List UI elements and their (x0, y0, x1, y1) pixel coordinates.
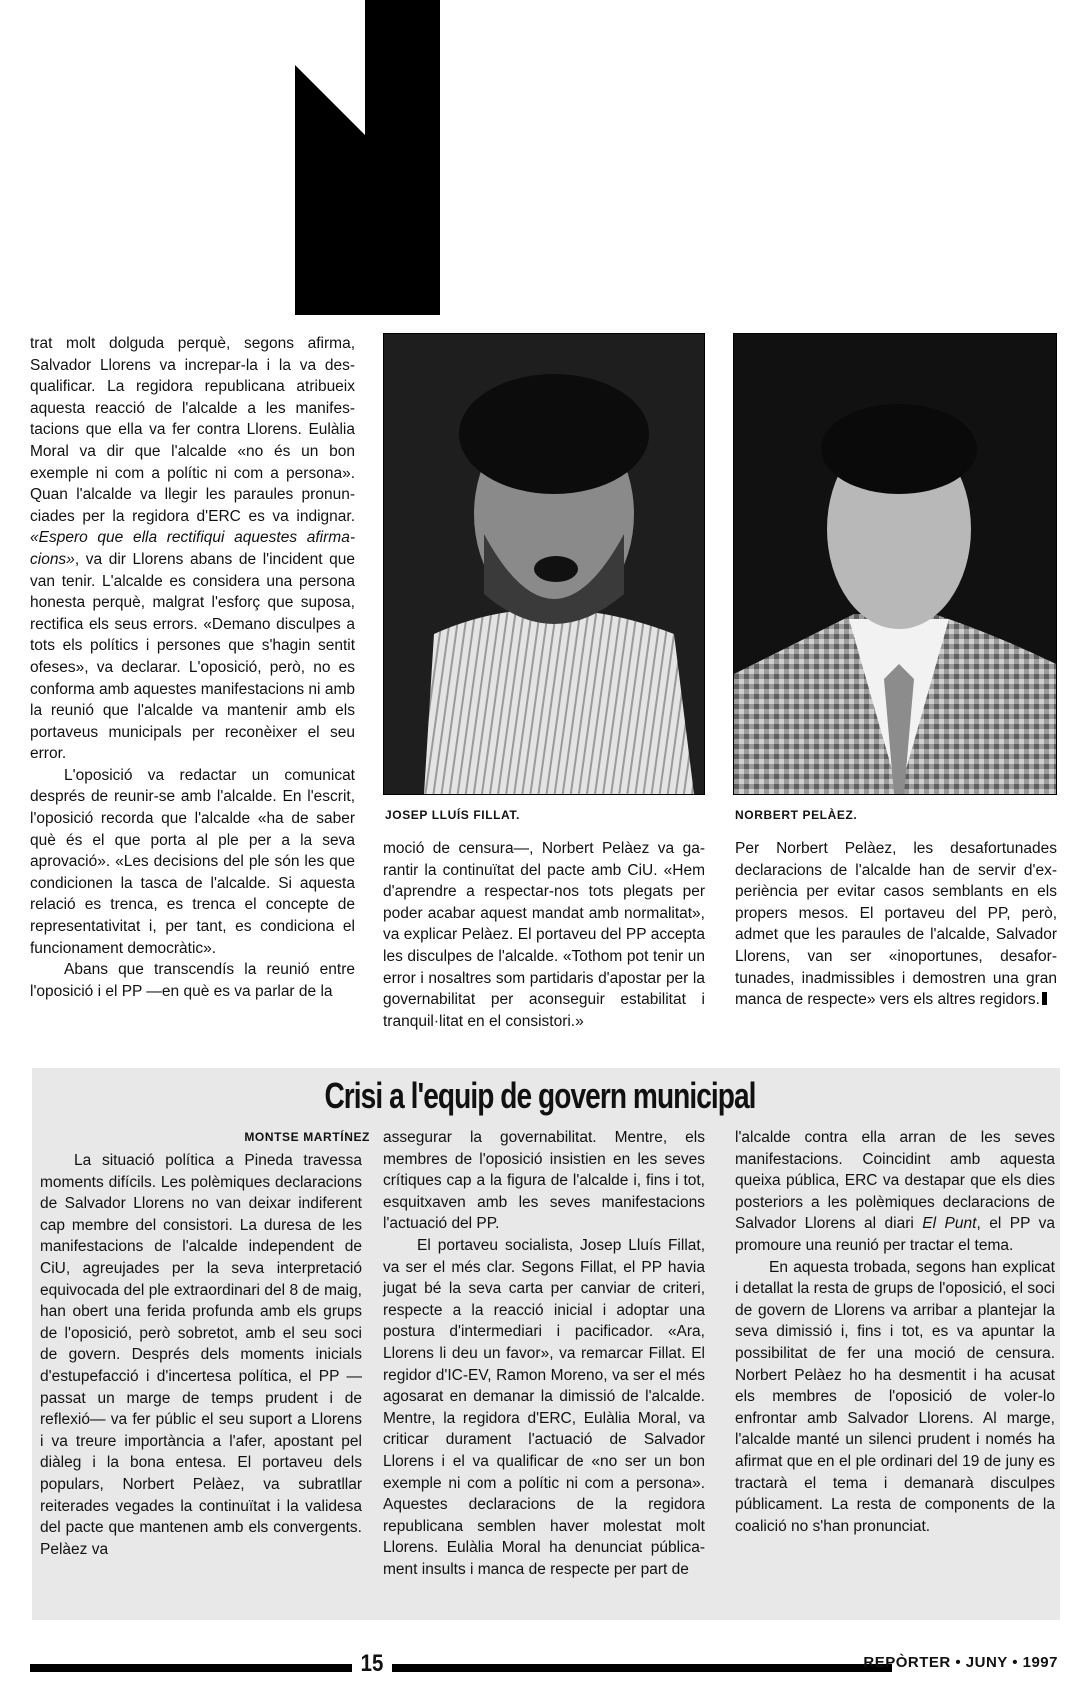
page-number: 15 (360, 1650, 384, 1677)
photo-caption: JOSEP LLUÍS FILLAT. (385, 808, 520, 822)
sidebar-column-3 (735, 1127, 1055, 1537)
footer-publication-label: REPÒRTER • JUNY • 1997 (863, 1654, 1058, 1671)
photo-caption: NORBERT PELÀEZ. (735, 808, 858, 822)
article-paragraph: L'oposició va redactar un comunicat després de reunir-se amb l'alcalde. En l'escrit, l'oposició recorda que l'alcalde «ha de saber què és el que porta al ple per a la seva aprovació». «Les decisions del ple són les que condicionen la tasca de l'alcalde. Si aquesta relació es trenca, es trenca el concepte de representativitat i, per tant, es condiciona el funcionament democràtic». (30, 766, 355, 957)
end-of-article-mark (1042, 992, 1047, 1005)
article-paragraph: Per Norbert Pelàez, les desafortunades declaracions de l'alcalde han de servir d'experiència per evitar casos semblants en els propers mesos. El portaveu del PP, però, admet que les paraules de l'alcalde, Salvador Llorens, van ser «inoportunes, desafortunades, inadmissibles i demostren una gran manca de respecte» vers els altres regidors. (735, 840, 1057, 1009)
sidebar-column-2 (383, 1127, 705, 1580)
portrait-photo-icon (734, 334, 1056, 794)
photo-norbert-pelaez (733, 333, 1057, 795)
section-logo-icon (295, 0, 440, 315)
article-column-1 (30, 333, 355, 1002)
sidebar-paragraph: El portaveu socialista, Josep Lluís Fillat, va ser el més clar. Segons Fillat, el PP havia jugat bé la seva carta per canviar de criteri, respecte a la reacció inicial i adoptar una postura d'intermediari i pacificador. «Ara, Llorens li deu un favor», va remarcar Fillat. El regidor d'IC-EV, Ramon Moreno, va ser el més agosarat en demanar la dimissió de l'alcalde. Mentre, la regidora d'ERC, Eulàlia Moral, va criticar durament l'actuació de Salvador Llorens i el va qualificar de «no ser un bon exemple ni com a polític ni com a persona». Aquestes declaracions de la regidora republicana semblen haver molestat molt Llorens. Eulàlia Moral ha denunciat públicament insults i manca de respecte per part de (383, 1236, 705, 1578)
portrait-photo-icon (384, 334, 704, 794)
photo-josep-lluis-fillat (383, 333, 705, 795)
italic-quote: «Espero que ella rectifiqui aquestes afirmacions» (30, 529, 355, 568)
article-paragraph: trat molt dolguda perquè, segons afirma, Salvador Llorens va increpar-la i la va desqualificar. La regidora republicana atribueix aquesta reacció de l'alcalde a les manifestacions que ella va fer contra Llorens. Eulàlia Moral va dir que l'alcalde «no és un bon exemple ni com a polític ni com a persona». Quan l'alcalde va llegir les paraules pronunciades per la regidora d'ERC es va indignar. «Espero que ella rectifiqui aquestes afirmacions», va dir Llorens abans de l'incident que van tenir. L'alcalde es considera una persona honesta perquè, malgrat l'esforç que suposa, rectifica els seus errors. «Demano disculpes a tots els polítics i persones que s'hagin sentit ofeses», va declarar. L'oposició, però, no es conforma amb aquestes manifestacions ni amb la reunió que l'alcalde va mantenir amb els portaveus municipals per reconèixer el seu error. (30, 335, 355, 763)
sidebar-column-1 (40, 1150, 362, 1560)
article-paragraph: moció de censura—, Norbert Pelàez va garantir la continuïtat del pacte amb CiU. «Hem d'aprendre a respectar-nos tots plegats per poder acabar aquest mandat amb normalitat», va explicar Pelàez. El portaveu del PP accepta les disculpes de l'alcalde. «Tothom pot tenir un error i nosaltres som partidaris d'apostar per la governabilitat per aconseguir estabilitat i tranquil·litat en el consistori.» (383, 840, 705, 1030)
newspaper-name: El Punt (922, 1215, 977, 1233)
sidebar-paragraph: l'alcalde contra ella arran de les seves manifestacions. Coincidint amb aquesta queixa pública, ERC va destapar que els dies posteriors a les polèmiques declaracions de Salvador Llorens al diari El Punt, el PP va promoure una reunió per tractar el tema. (735, 1129, 1056, 1254)
sidebar-byline: MONTSE MARTÍNEZ (244, 1130, 370, 1144)
sidebar-paragraph: En aquesta trobada, segons han explicat i detallat la resta de grups de l'oposició, el soci de govern de Llorens va arribar a plantejar la seva dimissió i, fins i tot, es va apuntar la possibilitat de fer una moció de censura. Norbert Pelàez ho ha desmentit i ha acusat els membres de l'oposició de voler-lo enfrontar amb Salvador Llorens. Al marge, l'alcalde manté un silenci prudent i només ha afirmat que en el ple ordinari del 19 de juny es tractarà el tema i demanarà disculpes públicament. La resta de components de la coalició no s'han pronunciat. (735, 1258, 1055, 1535)
article-paragraph: Abans que transcendís la reunió entre l'oposició i el PP —en què es va parlar de la (30, 961, 355, 1000)
sidebar-paragraph: assegurar la governabilitat. Mentre, els membres de l'oposició insistien en les seves crítiques cap a la figura de l'alcalde i, fins i tot, esquitxaven amb les seves manifestacions l'actuació del PP. (383, 1129, 705, 1233)
sidebar-paragraph: La situació política a Pineda travessa moments difícils. Les polèmiques declaracions de Salvador Llorens no van deixar indiferent cap membre del consistori. La duresa de les manifestacions de l'alcalde independent de CiU, agreujades per la seva interpretació equivocada del ple extraordinari del 8 de maig, han obert una ferida profunda amb els grups de l'oposició, però sobretot, amb el seu soci de govern. Després dels moments inicials d'estupefacció i d'incertesa política, el PP —passat un marge de temps prudent i de reflexió— va fer públic el seu suport a Llorens i va treure importància a l'afer, apostant pel diàleg i la bona entesa. El portaveu dels populars, Norbert Pelàez, va subratllar reiterades vegades la continuïtat i la validesa del pacte que mantenen amb els convergents. Pelàez va (40, 1152, 362, 1558)
sidebar-title: Crisi a l'equip de govern municipal (324, 1075, 756, 1116)
article-column-3 (735, 838, 1057, 1011)
footer-rule-right (392, 1664, 892, 1672)
footer-rule-left (30, 1664, 352, 1672)
article-column-2 (383, 838, 705, 1032)
